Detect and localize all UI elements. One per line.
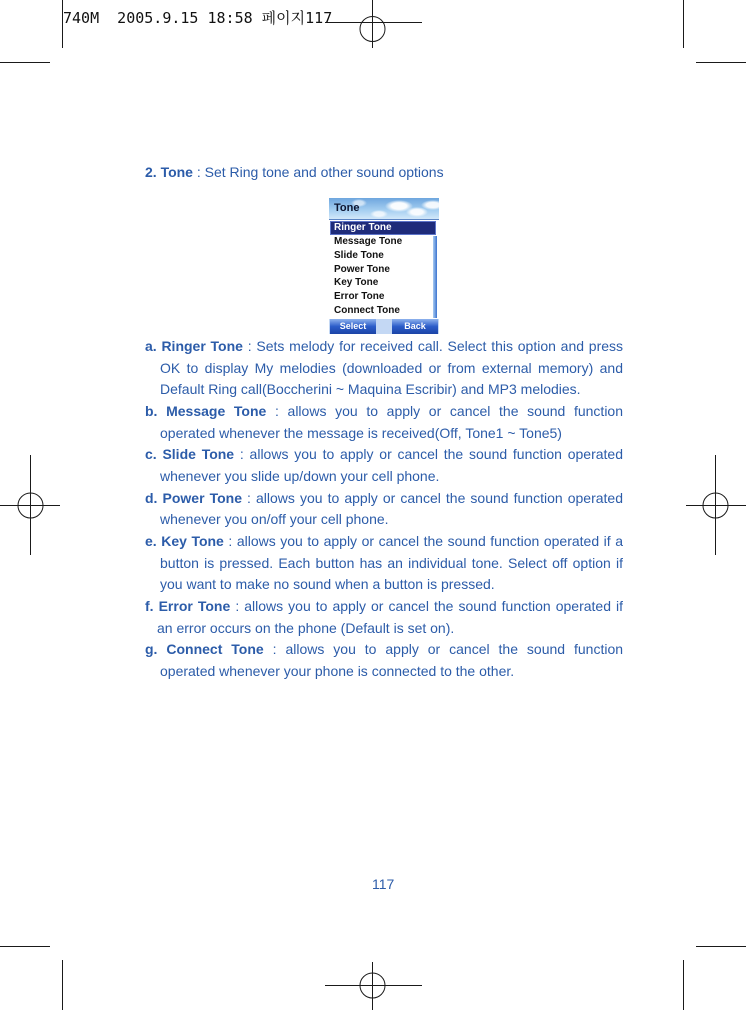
section-description: : Set Ring tone and other sound options [196,164,444,180]
option-label: b. Message Tone [145,402,267,419]
option-line: Default Ring call(Boccherini ~ Maquina Escribir) and MP3 melodies. [160,381,581,398]
section-title: 2. Tone [145,164,193,180]
option-key-tone [145,531,623,596]
phone-title-bar [329,198,439,220]
option-line: whenever you slide up/down your cell phone. [160,467,440,484]
option-label: a. Ringer Tone [145,338,243,354]
option-line [145,444,623,466]
option-line: you want to make no sound when a button is pressed. [160,576,495,593]
option-line [145,401,623,423]
option-line: operated whenever the message is received(Off, Tone1 ~ Tone5) [160,424,562,441]
option-power-tone [145,488,623,531]
phone-screen-title: Tone [334,202,360,214]
menu-item-connect-tone: Connect Tone [334,305,400,317]
option-label: d. Power Tone [145,489,242,506]
phone-menu-list [329,220,439,319]
option-line: operated whenever your phone is connected to the other. [160,662,515,679]
menu-item-power-tone: Power Tone [334,263,390,275]
option-ringer-tone [145,336,623,401]
menu-item-message-tone: Message Tone [334,235,403,247]
option-label: e. Key Tone [145,532,224,549]
option-text: : allows you to apply or cancel the sound function operated [247,489,623,506]
option-label: c. Slide Tone [145,446,235,463]
option-text: : Sets melody for received call. Select this option and press [247,338,623,354]
option-message-tone [145,401,623,444]
phone-scrollbar [433,236,437,318]
option-text: : allows you to apply or cancel the sound function operated [239,446,623,463]
option-line [145,336,623,358]
option-error-tone [145,596,623,639]
softkey-select: Select [330,319,376,334]
section-heading [145,162,444,184]
menu-item-key-tone: Key Tone [334,277,379,289]
option-text: : allows you to apply or cancel the sound function operated if [235,597,623,614]
phone-softkey-bar [329,319,439,334]
softkey-back: Back [392,319,438,334]
menu-item-slide-tone: Slide Tone [334,249,384,261]
option-slide-tone [145,444,623,487]
menu-item-error-tone: Error Tone [334,291,385,303]
phone-screenshot [329,198,439,334]
tone-options-list [145,336,623,683]
print-slug: 740M 2005.9.15 18:58 페이지117 [63,9,333,27]
option-text: : allows you to apply or cancel the sound function operated if a [228,532,623,549]
option-label: f. Error Tone [145,597,231,614]
option-text: : allows you to apply or cancel the sound function [272,641,623,658]
option-line: OK to display My melodies (downloaded or from external memory) and [160,359,623,376]
option-connect-tone [145,639,623,682]
option-line [145,531,623,553]
option-line [145,639,623,661]
option-line [145,596,623,618]
option-line: an error occurs on the phone (Default is set on). [157,619,455,636]
option-line [145,488,623,510]
page-number: 117 [372,876,395,892]
menu-item-ringer-tone: Ringer Tone [330,221,436,235]
option-label: g. Connect Tone [145,641,264,658]
option-line: whenever you on/off your cell phone. [160,511,389,528]
option-text: : allows you to apply or cancel the sound function [274,402,623,419]
option-line: button is pressed. Each button has an individual tone. Select off option if [160,554,623,571]
